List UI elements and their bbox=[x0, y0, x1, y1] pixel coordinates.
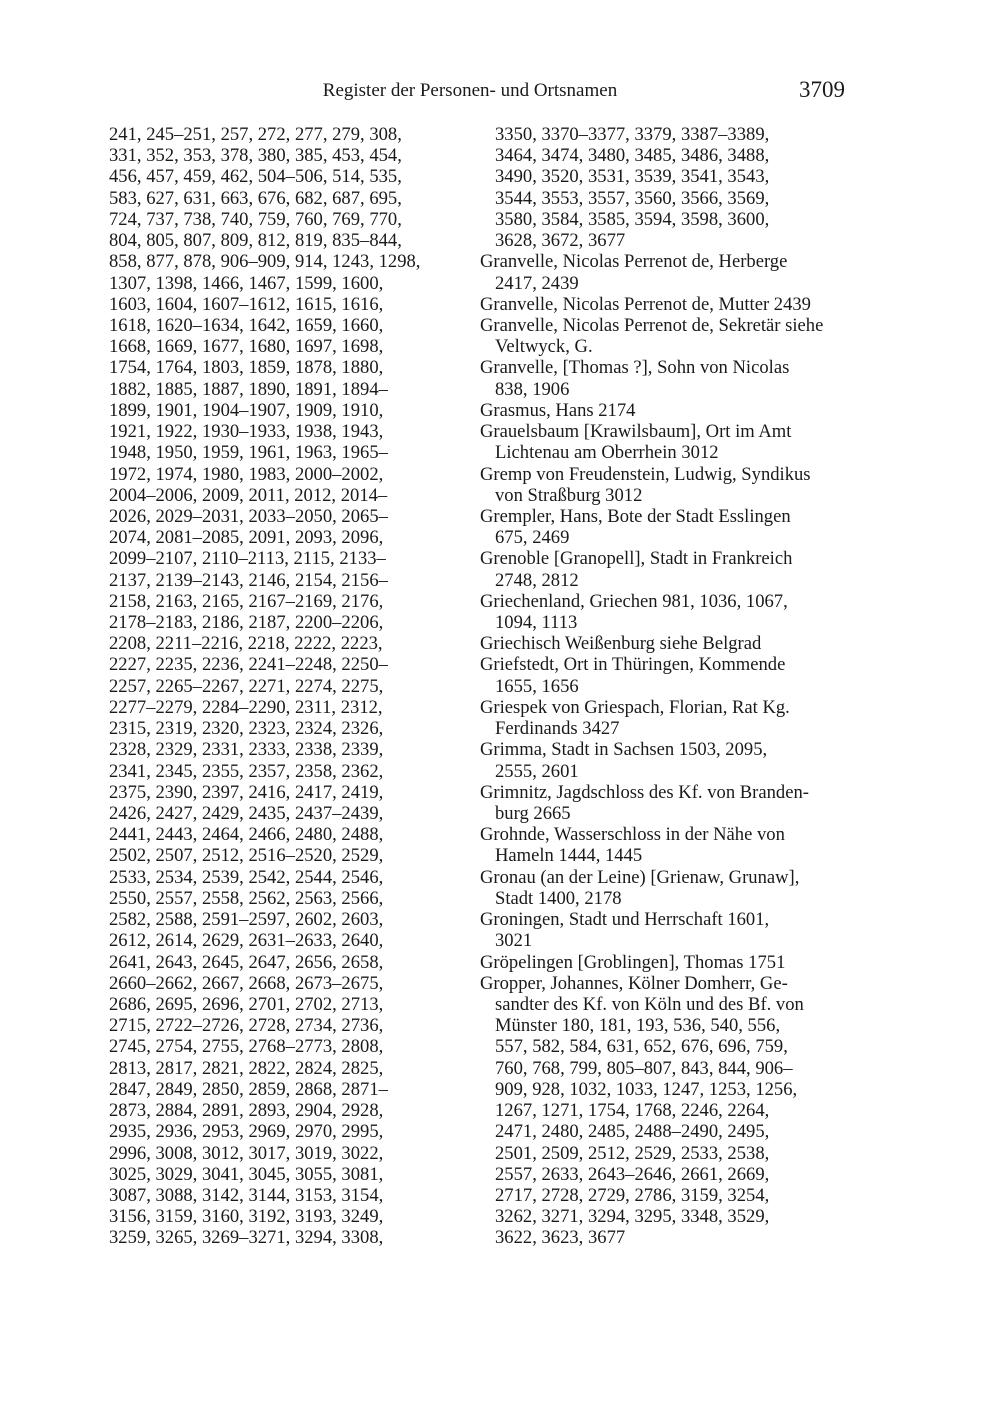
index-entry bbox=[480, 315, 823, 357]
index-line: 2375, 2390, 2397, 2416, 2417, 2419, bbox=[109, 781, 384, 803]
index-entry bbox=[480, 739, 823, 781]
index-line: Gröpelingen [Groblingen], Thomas 1751 bbox=[480, 951, 786, 973]
index-entry bbox=[480, 421, 823, 463]
index-line: 456, 457, 459, 462, 504–506, 514, 535, bbox=[109, 166, 402, 188]
index-line: 2873, 2884, 2891, 2893, 2904, 2928, bbox=[109, 1100, 384, 1122]
index-line: 2178–2183, 2186, 2187, 2200–2206, bbox=[109, 612, 384, 634]
index-entry bbox=[480, 633, 823, 654]
index-line: 2550, 2557, 2558, 2562, 2563, 2566, bbox=[109, 887, 384, 909]
index-entry bbox=[480, 357, 823, 399]
index-line: 2501, 2509, 2512, 2529, 2533, 2538, bbox=[495, 1142, 770, 1164]
index-line: 2996, 3008, 3012, 3017, 3019, 3022, bbox=[109, 1142, 384, 1164]
index-line: Gropper, Johannes, Kölner Domherr, Ge- bbox=[480, 972, 788, 994]
index-line: 2277–2279, 2284–2290, 2311, 2312, bbox=[109, 696, 383, 718]
index-line: 2004–2006, 2009, 2011, 2012, 2014– bbox=[109, 484, 388, 506]
index-line: 2074, 2081–2085, 2091, 2093, 2096, bbox=[109, 527, 384, 549]
index-line: Grempler, Hans, Bote der Stadt Esslingen bbox=[480, 505, 791, 527]
index-line: Grauelsbaum [Krawilsbaum], Ort im Amt bbox=[480, 421, 792, 443]
index-line: 2137, 2139–2143, 2146, 2154, 2156– bbox=[109, 569, 388, 591]
index-line: 3490, 3520, 3531, 3539, 3541, 3543, bbox=[495, 166, 770, 188]
index-line: Veltwyck, G. bbox=[495, 336, 593, 358]
index-line: 3464, 3474, 3480, 3485, 3486, 3488, bbox=[495, 145, 770, 167]
index-line: 3622, 3623, 3677 bbox=[495, 1227, 626, 1249]
index-entry bbox=[480, 867, 823, 909]
index-line: 2208, 2211–2216, 2218, 2222, 2223, bbox=[109, 633, 383, 655]
index-line: Granvelle, Nicolas Perrenot de, Sekretär siehe bbox=[480, 314, 824, 336]
index-line: Gronau (an der Leine) [Grienaw, Grunaw], bbox=[480, 866, 800, 888]
index-line: 2555, 2601 bbox=[495, 760, 579, 782]
index-line: 3262, 3271, 3294, 3295, 3348, 3529, bbox=[495, 1206, 770, 1228]
index-line: Ferdinands 3427 bbox=[495, 718, 620, 740]
index-line: 909, 928, 1032, 1033, 1247, 1253, 1256, bbox=[495, 1078, 798, 1100]
index-line: 2582, 2588, 2591–2597, 2602, 2603, bbox=[109, 909, 384, 931]
index-line: 724, 737, 738, 740, 759, 760, 769, 770, bbox=[109, 208, 402, 230]
index-line: 3087, 3088, 3142, 3144, 3153, 3154, bbox=[109, 1184, 384, 1206]
index-line: 2158, 2163, 2165, 2167–2169, 2176, bbox=[109, 590, 384, 612]
index-line: Grasmus, Hans 2174 bbox=[480, 399, 636, 421]
index-entry bbox=[480, 697, 823, 739]
index-entry bbox=[480, 506, 823, 548]
index-line: 3156, 3159, 3160, 3192, 3193, 3249, bbox=[109, 1206, 384, 1228]
index-line: 2502, 2507, 2512, 2516–2520, 2529, bbox=[109, 845, 384, 867]
left-column bbox=[109, 124, 420, 1249]
index-line: 760, 768, 799, 805–807, 843, 844, 906– bbox=[495, 1057, 793, 1079]
index-line: 1899, 1901, 1904–1907, 1909, 1910, bbox=[109, 399, 384, 421]
index-line: 2328, 2329, 2331, 2333, 2338, 2339, bbox=[109, 739, 384, 761]
index-line: 2315, 2319, 2320, 2323, 2324, 2326, bbox=[109, 718, 384, 740]
index-line: 3350, 3370–3377, 3379, 3387–3389, bbox=[495, 124, 770, 145]
index-line: 331, 352, 353, 378, 380, 385, 453, 454, bbox=[109, 145, 402, 167]
index-line: sandter des Kf. von Köln und des Bf. von bbox=[495, 993, 804, 1015]
index-line: Griechenland, Griechen 981, 1036, 1067, bbox=[480, 590, 788, 612]
index-entry bbox=[480, 294, 823, 315]
index-line: 1754, 1764, 1803, 1859, 1878, 1880, bbox=[109, 357, 384, 379]
index-line: 3021 bbox=[495, 930, 533, 952]
index-entry bbox=[480, 952, 823, 973]
index-line: 1603, 1604, 1607–1612, 1615, 1616, bbox=[109, 293, 384, 315]
index-line: 2026, 2029–2031, 2033–2050, 2065– bbox=[109, 505, 388, 527]
index-line: 1921, 1922, 1930–1933, 1938, 1943, bbox=[109, 421, 384, 443]
index-line: 2257, 2265–2267, 2271, 2274, 2275, bbox=[109, 675, 384, 697]
index-line: 1094, 1113 bbox=[495, 612, 578, 634]
index-line: Grimma, Stadt in Sachsen 1503, 2095, bbox=[480, 739, 768, 761]
page-number: 3709 bbox=[799, 77, 845, 102]
index-line: Griefstedt, Ort in Thüringen, Kommende bbox=[480, 654, 786, 676]
index-line: 2227, 2235, 2236, 2241–2248, 2250– bbox=[109, 654, 388, 676]
index-entry bbox=[480, 654, 823, 696]
index-line: Münster 180, 181, 193, 536, 540, 556, bbox=[495, 1015, 781, 1037]
index-entry bbox=[480, 548, 823, 590]
index-line: 2813, 2817, 2821, 2822, 2824, 2825, bbox=[109, 1057, 384, 1079]
index-line: 838, 1906 bbox=[495, 378, 570, 400]
index-entry bbox=[480, 400, 823, 421]
index-line: 2660–2662, 2667, 2668, 2673–2675, bbox=[109, 972, 384, 994]
index-line: 804, 805, 807, 809, 812, 819, 835–844, bbox=[109, 230, 402, 252]
index-line: 583, 627, 631, 663, 676, 682, 687, 695, bbox=[109, 187, 402, 209]
index-line: 2641, 2643, 2645, 2647, 2656, 2658, bbox=[109, 951, 384, 973]
index-line: Grimnitz, Jagdschloss des Kf. von Branden- bbox=[480, 781, 809, 803]
index-line: 2426, 2427, 2429, 2435, 2437–2439, bbox=[109, 803, 384, 824]
index-line: 2717, 2728, 2729, 2786, 3159, 3254, bbox=[495, 1184, 770, 1206]
index-line: Granvelle, [Thomas ?], Sohn von Nicolas bbox=[480, 357, 790, 379]
index-line: 2099–2107, 2110–2113, 2115, 2133– bbox=[109, 548, 386, 570]
index-line: 3628, 3672, 3677 bbox=[495, 230, 626, 252]
index-line: 1972, 1974, 1980, 1983, 2000–2002, bbox=[109, 463, 384, 485]
header-title: Register der Personen- und Ortsnamen bbox=[322, 80, 618, 101]
index-line: 3025, 3029, 3041, 3045, 3055, 3081, bbox=[109, 1163, 384, 1185]
index-line: 2748, 2812 bbox=[495, 569, 579, 591]
index-entry bbox=[480, 824, 823, 866]
index-line: 2533, 2534, 2539, 2542, 2544, 2546, bbox=[109, 866, 384, 888]
index-line: 1882, 1885, 1887, 1890, 1891, 1894– bbox=[109, 378, 388, 400]
index-line: 2715, 2722–2726, 2728, 2734, 2736, bbox=[109, 1015, 384, 1037]
index-line: Gremp von Freudenstein, Ludwig, Syndikus bbox=[480, 463, 811, 485]
index-line: 858, 877, 878, 906–909, 914, 1243, 1298, bbox=[109, 251, 421, 273]
index-entry bbox=[480, 782, 823, 824]
index-line: 1655, 1656 bbox=[495, 675, 579, 697]
index-line: 2847, 2849, 2850, 2859, 2868, 2871– bbox=[109, 1078, 388, 1100]
index-line: 557, 582, 584, 631, 652, 676, 696, 759, bbox=[495, 1036, 788, 1058]
index-line: 675, 2469 bbox=[495, 527, 570, 549]
index-line: 2612, 2614, 2629, 2631–2633, 2640, bbox=[109, 930, 384, 952]
index-line: Stadt 1400, 2178 bbox=[495, 887, 622, 909]
index-line: 2441, 2443, 2464, 2466, 2480, 2488, bbox=[109, 824, 384, 846]
index-line: 3580, 3584, 3585, 3594, 3598, 3600, bbox=[495, 208, 770, 230]
index-line: burg 2665 bbox=[495, 803, 571, 824]
index-entry bbox=[480, 591, 823, 633]
index-line: 2557, 2633, 2643–2646, 2661, 2669, bbox=[495, 1163, 770, 1185]
index-line: von Straßburg 3012 bbox=[495, 484, 643, 506]
index-line: 2745, 2754, 2755, 2768–2773, 2808, bbox=[109, 1036, 384, 1058]
index-line: 3259, 3265, 3269–3271, 3294, 3308, bbox=[109, 1227, 384, 1249]
index-entry bbox=[480, 973, 823, 1249]
index-line: Granvelle, Nicolas Perrenot de, Mutter 2439 bbox=[480, 293, 811, 315]
index-line: 2471, 2480, 2485, 2488–2490, 2495, bbox=[495, 1121, 770, 1143]
index-line: Granvelle, Nicolas Perrenot de, Herberge bbox=[480, 251, 788, 273]
right-column bbox=[480, 124, 823, 1249]
index-line: 1267, 1271, 1754, 1768, 2246, 2264, bbox=[495, 1100, 770, 1122]
index-line: 2341, 2345, 2355, 2357, 2358, 2362, bbox=[109, 760, 384, 782]
index-line: Groningen, Stadt und Herrschaft 1601, bbox=[480, 909, 770, 931]
index-line: 2417, 2439 bbox=[495, 272, 579, 294]
index-line: 2935, 2936, 2953, 2969, 2970, 2995, bbox=[109, 1121, 384, 1143]
index-line: Hameln 1444, 1445 bbox=[495, 845, 643, 867]
index-entry bbox=[480, 464, 823, 506]
index-line: Griechisch Weißenburg siehe Belgrad bbox=[480, 633, 762, 655]
index-line: Griespek von Griespach, Florian, Rat Kg. bbox=[480, 696, 790, 718]
index-line: 2686, 2695, 2696, 2701, 2702, 2713, bbox=[109, 993, 384, 1015]
index-line: 1948, 1950, 1959, 1961, 1963, 1965– bbox=[109, 442, 388, 464]
index-line: 241, 245–251, 257, 272, 277, 279, 308, bbox=[109, 124, 402, 145]
index-line: Grohnde, Wasserschloss in der Nähe von bbox=[480, 824, 785, 846]
index-line: 1618, 1620–1634, 1642, 1659, 1660, bbox=[109, 314, 384, 336]
index-line: Lichtenau am Oberrhein 3012 bbox=[495, 442, 719, 464]
index-line: 3544, 3553, 3557, 3560, 3566, 3569, bbox=[495, 187, 770, 209]
index-line: 1307, 1398, 1466, 1467, 1599, 1600, bbox=[109, 272, 384, 294]
index-line: Grenoble [Granopell], Stadt in Frankreich bbox=[480, 548, 793, 570]
index-line: 1668, 1669, 1677, 1680, 1697, 1698, bbox=[109, 336, 384, 358]
index-entry bbox=[480, 909, 823, 951]
index-entry bbox=[480, 251, 823, 293]
